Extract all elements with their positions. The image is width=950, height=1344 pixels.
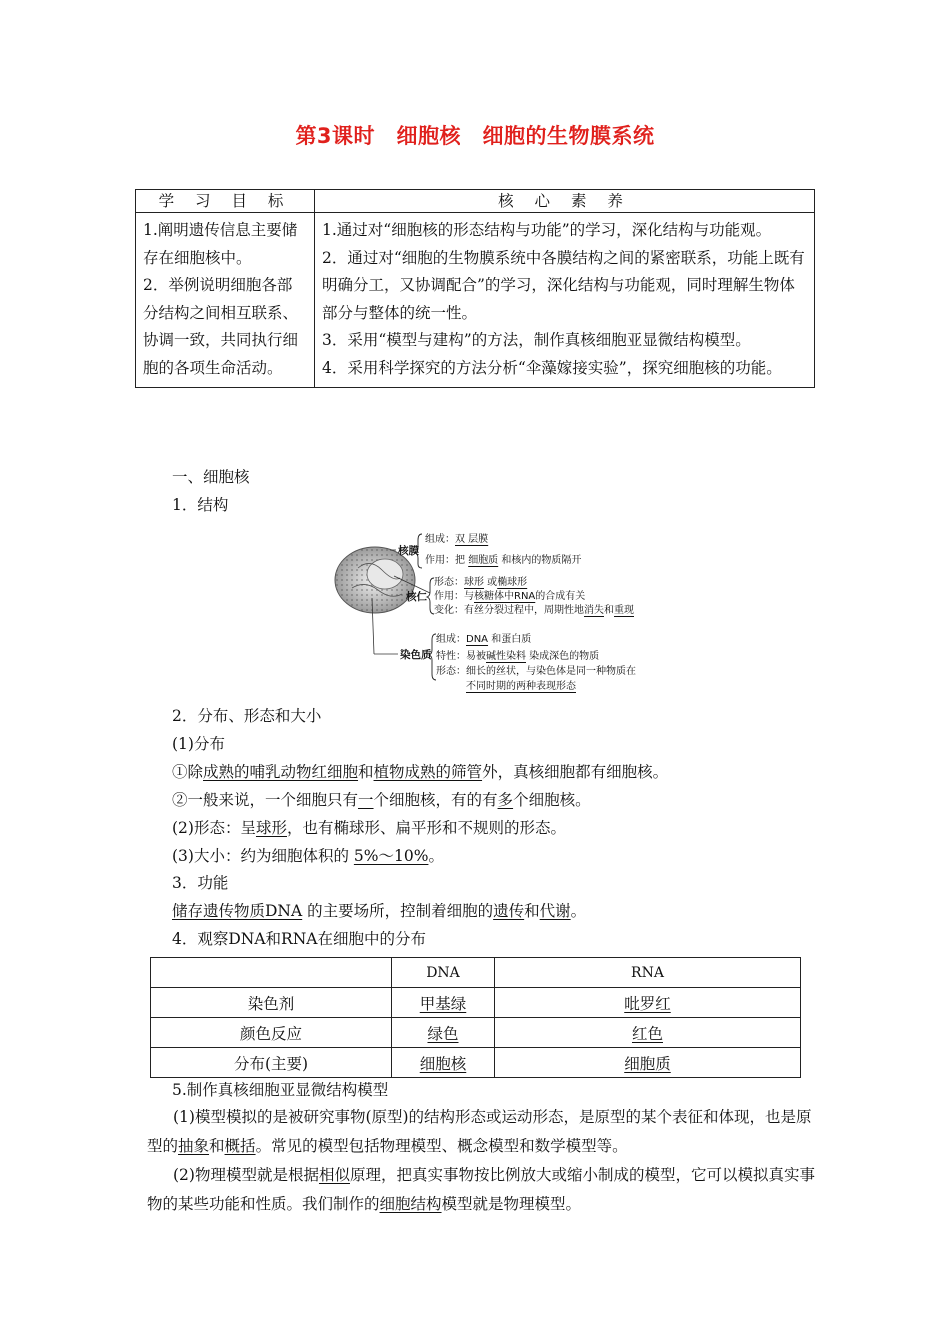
table-cell: 颜色反应 (151, 1018, 392, 1048)
model-paragraph-2: (2)物理模型就是根据相似原理，把真实事物按比例放大或缩小制成的模型，它可以模拟真实事物的某些功能和性质。我们制作的细胞结构模型就是物理模型。 (147, 1166, 815, 1213)
core-literacy-item: 1.通过对“细胞核的形态结构与功能”的学习，深化结构与功能观。 (322, 221, 772, 239)
subsection-heading: 3．功能 (172, 874, 229, 892)
subsection-heading: 1．结构 (172, 496, 229, 514)
chromatin-form-cont: 不同时期的两种表现形态 (466, 681, 576, 692)
nucleus-structure-diagram (330, 528, 636, 696)
chromatin-label: 染色质 (400, 649, 432, 661)
table-header-cell: DNA (392, 958, 495, 988)
section-heading: 一、细胞核 (172, 468, 250, 486)
learning-goals-header: 学 习 目 标 (136, 190, 315, 213)
subsection-item: (1)分布 (172, 735, 225, 753)
table-cell: 染色剂 (151, 988, 392, 1018)
table-cell: 细胞质 (495, 1048, 801, 1078)
table-cell: 吡罗红 (495, 988, 801, 1018)
dna-rna-table (150, 957, 801, 1078)
nuclear-membrane-composition: 组成：双 层膜 (425, 534, 489, 545)
table-cell: 绿色 (392, 1018, 495, 1048)
page-title: 第3课时 细胞核 细胞的生物膜系统 (295, 124, 655, 148)
learning-goal-item: 1.阐明遗传信息主要储存在细胞核中。 (143, 221, 298, 267)
nucleolus-function: 作用：与核糖体中RNA的合成有关 (434, 591, 586, 602)
size-line: (3)大小：约为细胞体积的 5%～10%。 (172, 847, 444, 865)
nuclear-membrane-function: 作用：把 细胞质 和核内的物质隔开 (425, 555, 582, 566)
table-row (151, 1018, 801, 1048)
core-literacy-item: 2．通过对“细胞的生物膜系统中各膜结构之间的紧密联系，功能上既有明确分工，又协调配合”的学习，深化结构与功能观，同时理解生物体部分与整体的统一性。 (322, 248, 805, 322)
nuclear-membrane-label: 核膜 (398, 545, 419, 557)
function-line: 储存遗传物质DNA 的主要场所，控制着细胞的遗传和代谢。 (172, 902, 587, 920)
chromatin-trait: 特性：易被碱性染料 染成深色的物质 (436, 651, 600, 662)
objectives-table (135, 189, 815, 388)
learning-goal-item: 2．举例说明细胞各部分结构之间相互联系、协调一致，共同执行细胞的各项生命活动。 (143, 276, 299, 377)
table-header-cell (151, 958, 392, 988)
distribution-line-1: ①除成熟的哺乳动物红细胞和植物成熟的筛管外，真核细胞都有细胞核。 (172, 763, 669, 781)
core-literacy-item: 4．采用科学探究的方法分析“伞藻嫁接实验”，探究细胞核的功能。 (322, 358, 782, 377)
chromatin-form: 形态：细长的丝状，与染色体是同一种物质在 (436, 666, 636, 677)
nucleolus-change: 变化：有丝分裂过程中，周期性地消失和重现 (434, 605, 634, 616)
table-row (151, 988, 801, 1018)
table-cell: 分布(主要) (151, 1048, 392, 1078)
table-header-cell: RNA (495, 958, 801, 988)
nucleolus-shape: 形态：球形 或椭球形 (434, 577, 528, 588)
distribution-line-2: ②一般来说，一个细胞只有一个细胞核，有的有多个细胞核。 (172, 791, 591, 809)
model-paragraph-1: (1)模型模拟的是被研究事物(原型)的结构形态或运动形态，是原型的某个表征和体现，也是原型的抽象和概括。常见的模型包括物理模型、概念模型和数学模型等。 (147, 1108, 812, 1155)
table-cell: 细胞核 (392, 1048, 495, 1078)
subsection-heading: 5.制作真核细胞亚显微结构模型 (172, 1081, 389, 1099)
shape-line: (2)形态：呈球形，也有椭球形、扁平形和不规则的形态。 (172, 819, 566, 837)
chromatin-composition: 组成：DNA 和蛋白质 (436, 634, 532, 645)
table-row (151, 1048, 801, 1078)
table-cell: 甲基绿 (392, 988, 495, 1018)
subsection-heading: 4．观察DNA和RNA在细胞中的分布 (172, 930, 426, 948)
core-literacy-header: 核 心 素 养 (315, 190, 815, 213)
subsection-heading: 2．分布、形态和大小 (172, 707, 322, 725)
learning-goals-cell (136, 213, 315, 388)
table-cell: 红色 (495, 1018, 801, 1048)
nucleolus-label: 核仁 (406, 591, 427, 603)
core-literacy-cell (315, 213, 815, 388)
core-literacy-item: 3．采用“模型与建构”的方法，制作真核细胞亚显微结构模型。 (322, 331, 751, 349)
